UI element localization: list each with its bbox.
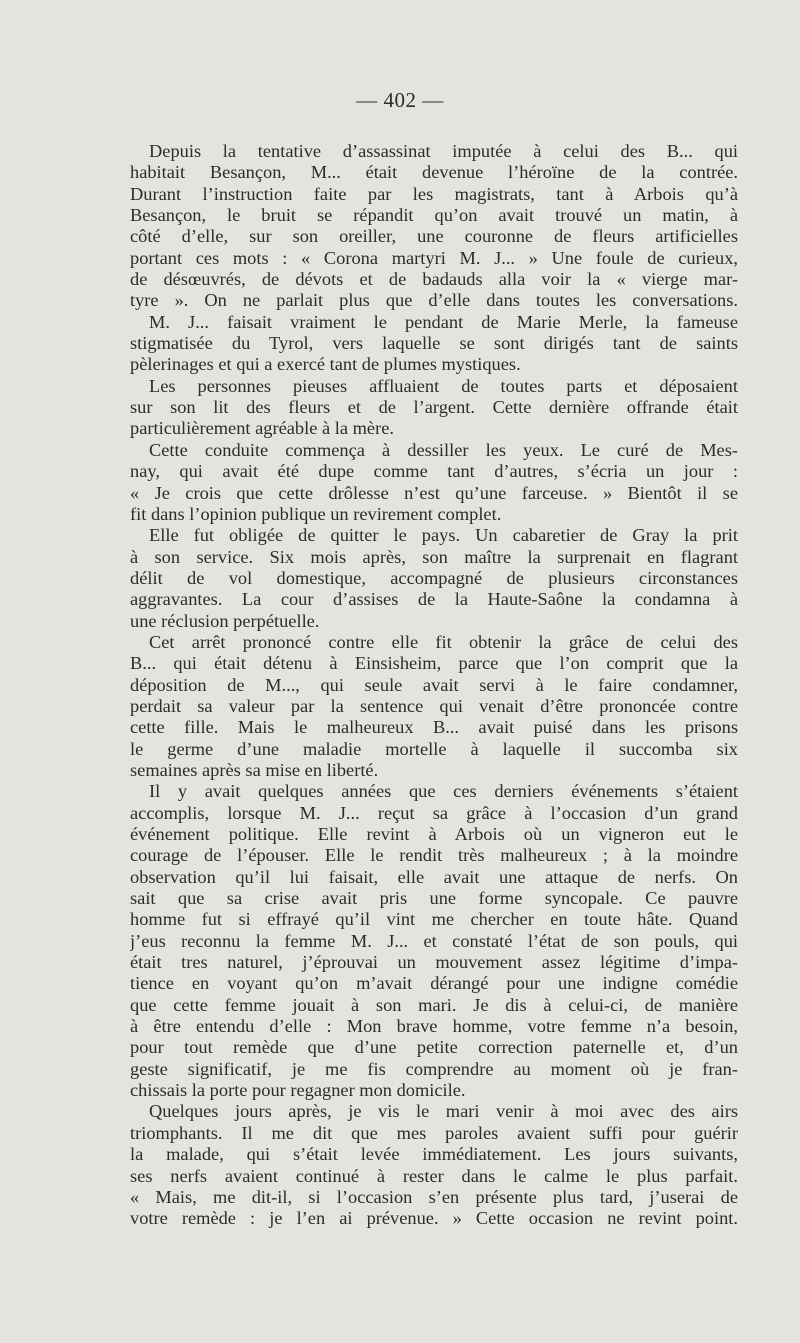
text-line: Cette conduite commença à dessiller les yeux. Le curé de Mes-	[149, 439, 738, 460]
text-line: délit de vol domestique, accompagné de plusieurs circonstances	[130, 567, 738, 588]
text-line: pèlerinages et qui a exercé tant de plumes mystiques.	[130, 354, 521, 375]
text-line: triomphants. Il me dit que mes paroles avaient suffi pour guérir	[130, 1122, 738, 1143]
text-line: Besançon, le bruit se répandit qu’on avait trouvé un matin, à	[130, 205, 738, 226]
text-line: Elle fut obligée de quitter le pays. Un cabaretier de Gray la prit	[149, 525, 738, 546]
text-line: accomplis, lorsque M. J... reçut sa grâce à l’occasion d’un grand	[130, 802, 738, 823]
text-line: nay, qui avait été dupe comme tant d’autres, s’écria un jour :	[130, 461, 738, 482]
text-line: « Mais, me dit-il, si l’occasion s’en présente plus tard, j’userai de	[130, 1186, 738, 1207]
text-line: côté d’elle, sur son oreiller, une couronne de fleurs artificielles	[130, 226, 738, 247]
text-line: Les personnes pieuses affluaient de toutes parts et déposaient	[149, 375, 738, 396]
text-line: la malade, qui s’était levée immédiatement. Les jours suivants,	[130, 1144, 738, 1165]
text-line: à son service. Six mois après, son maître la surprenait en flagrant	[130, 546, 738, 567]
text-line: était tres naturel, j’éprouvai un mouvement assez légitime d’impa-	[130, 952, 738, 973]
text-line: geste significatif, je me fis comprendre au moment où je fran-	[130, 1058, 738, 1079]
text-line: Il y avait quelques années que ces derniers événements s’étaient	[149, 781, 738, 802]
text-line: fit dans l’opinion publique un revirement complet.	[130, 503, 502, 524]
text-line: Quelques jours après, je vis le mari venir à moi avec des airs	[149, 1101, 738, 1122]
text-line: chissais la porte pour regagner mon domicile.	[130, 1080, 466, 1101]
text-line: j’eus reconnu la femme M. J... et constaté l’état de son pouls, qui	[130, 930, 738, 951]
text-line: que cette femme jouait à son mari. Je dis à celui-ci, de manière	[130, 994, 738, 1015]
text-line: une réclusion perpétuelle.	[130, 610, 320, 631]
text-line: déposition de M..., qui seule avait servi à le faire condamner,	[130, 674, 738, 695]
text-line: ses nerfs avaient continué à rester dans le calme le plus parfait.	[130, 1165, 738, 1186]
text-line: le germe d’une maladie mortelle à laquelle il succomba six	[130, 738, 738, 759]
text-line: perdait sa valeur par la sentence qui venait d’être prononcée contre	[130, 695, 738, 716]
text-line: pour tout remède que d’une petite correction paternelle et, d’un	[130, 1037, 738, 1058]
text-line: à être entendu d’elle : Mon brave homme, votre femme n’a besoin,	[130, 1016, 738, 1037]
text-line: tience en voyant qu’on m’avait dérangé pour une indigne comédie	[130, 973, 738, 994]
text-line: « Je crois que cette drôlesse n’est qu’une farceuse. » Bientôt il se	[130, 482, 738, 503]
text-line: semaines après sa mise en liberté.	[130, 759, 379, 780]
text-line: particulièrement agréable à la mère.	[130, 418, 394, 439]
text-line: portant ces mots : « Corona martyri M. J... » Une foule de curieux,	[130, 247, 738, 268]
page-number: — 402 —	[356, 88, 444, 112]
text-line: Durant l’instruction faite par les magistrats, tant à Arbois qu’à	[130, 183, 738, 204]
text-line: Depuis la tentative d’assassinat imputée à celui des B... qui	[149, 141, 738, 161]
text-line: B... qui était détenu à Einsisheim, parce que l’on comprit que la	[130, 653, 738, 674]
text-line: stigmatisée du Tyrol, vers laquelle se sont dirigés tant de saints	[130, 333, 738, 354]
text-line: courage de l’épouser. Elle le rendit très malheureux ; à la moindre	[130, 845, 738, 866]
text-line: de désœuvrés, de dévots et de badauds alla voir la « vierge mar-	[130, 269, 738, 290]
text-line: cette fille. Mais le malheureux B... avait puisé dans les prisons	[130, 717, 738, 738]
text-line: M. J... faisait vraiment le pendant de Marie Merle, la fameuse	[149, 311, 738, 332]
text-line: événement politique. Elle revint à Arbois où un vigneron eut le	[130, 824, 738, 844]
text-line: aggravantes. La cour d’assises de la Haute-Saône la condamna à	[130, 589, 738, 610]
text-line: homme fut si effrayé qu’il vint me chercher en toute hâte. Quand	[130, 909, 738, 930]
text-line: sur son lit des fleurs et de l’argent. Cette dernière offrande était	[130, 397, 738, 418]
text-line: tyre ». On ne parlait plus que d’elle dans toutes les conversations.	[130, 290, 738, 311]
text-line: habitait Besançon, M... était devenue l’héroïne de la contrée.	[130, 162, 738, 183]
text-line: Cet arrêt prononcé contre elle fit obtenir la grâce de celui des	[149, 631, 738, 652]
body-text	[130, 141, 738, 1230]
text-line: observation qu’il lui faisait, elle avait une attaque de nerfs. On	[130, 866, 738, 887]
text-line: votre remède : je l’en ai prévenue. » Cette occasion ne revint point.	[130, 1208, 738, 1229]
text-line: sait que sa crise avait pris une forme syncopale. Ce pauvre	[130, 888, 738, 909]
